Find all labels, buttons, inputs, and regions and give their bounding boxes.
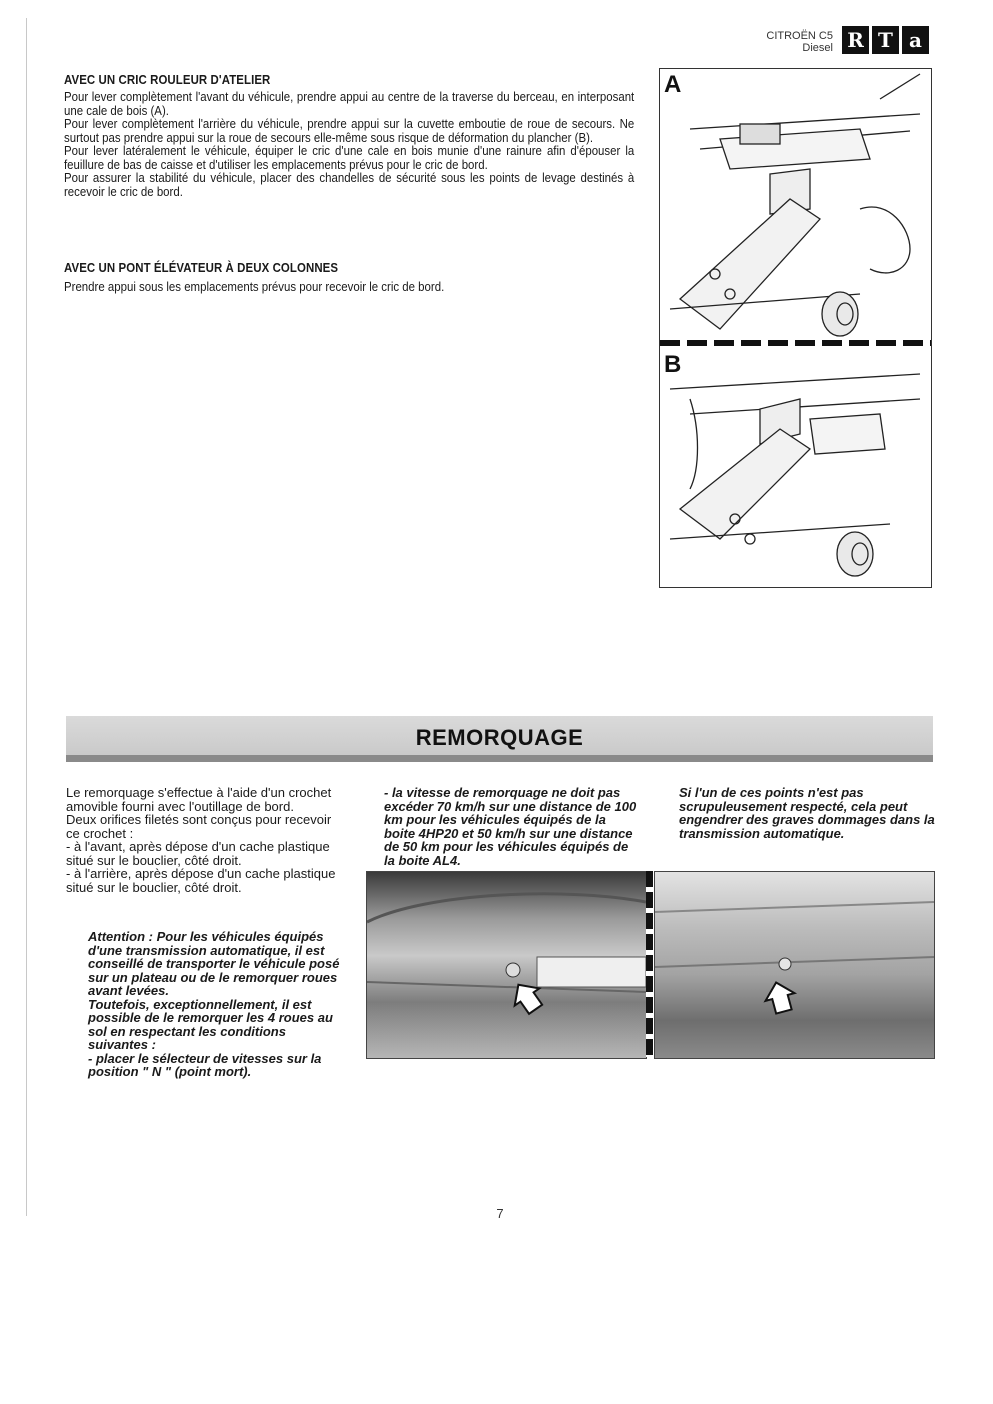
jack-illustration	[660, 69, 931, 587]
front-bumper-photo	[366, 871, 647, 1059]
rear-bumper-photo	[654, 871, 935, 1059]
photo-divider	[646, 871, 653, 1057]
section-title-pont: AVEC UN PONT ÉLÉVATEUR À DEUX COLONNES	[64, 260, 339, 275]
paragraph: Pour lever latéralement le véhicule, équiper le cric d'une cale en bois munie d'une rainure afin d'épouser la feuillure de bas de caisse et d'utiliser les emplacements prévus pour le cric de bord.	[64, 143, 635, 172]
paragraph: Pour lever complètement l'arrière du véhicule, prendre appui sur la cuvette emboutie de roue de secours. Ne surtout pas prendre appui sur la roue de secours elle-même sous risque de déformation du plancher (B).	[64, 116, 635, 145]
jack-rear-drawing	[670, 374, 920, 576]
towing-photos	[366, 871, 934, 1057]
banner-underline	[66, 755, 933, 762]
attention-note	[88, 930, 344, 1079]
jack-illustration-figure	[659, 68, 932, 588]
banner-title: REMORQUAGE	[415, 725, 584, 750]
rear-bumper-drawing	[655, 872, 934, 1058]
page-number: 7	[496, 1206, 504, 1221]
paragraph: Prendre appui sous les emplacements prévus pour recevoir le cric de bord.	[64, 279, 445, 294]
paragraph: Pour assurer la stabilité du véhicule, placer des chandelles de sécurité sous les points de levage destinés à recevoir le cric de bord.	[64, 170, 635, 199]
section-body-cric	[64, 90, 634, 198]
header-brand	[745, 30, 833, 54]
front-bumper-drawing	[367, 872, 646, 1058]
paragraph: Le remorquage s'effectue à l'aide d'un crochet amovible fourni avec l'outillage de bord.	[66, 785, 332, 814]
remorquage-column-3	[679, 786, 935, 840]
remorquage-column-1	[66, 786, 344, 894]
figure-divider	[660, 340, 931, 346]
logo-letter-r: R	[842, 26, 869, 54]
header-brand-model: CITROËN C5	[766, 30, 833, 42]
remorquage-column-2	[384, 786, 640, 867]
binding-margin-line	[26, 18, 27, 1216]
paragraph: Attention : Pour les véhicules équipés d'une transmission automatique, il est conseillé de transporter le véhicule posé sur un plateau ou de le remorquer roues avant levées.	[88, 929, 340, 998]
figure-label-a: A	[664, 71, 682, 98]
jack-front-drawing	[670, 74, 920, 336]
logo-letter-a: a	[902, 26, 929, 54]
paragraph: Toutefois, exceptionnellement, il est possible de le remorquer les 4 roues au sol en respectant les conditions suivantes :	[88, 996, 333, 1052]
paragraph: Pour lever complètement l'avant du véhicule, prendre appui au centre de la traverse du berceau, en interposant une cale de bois (A).	[64, 89, 635, 118]
logo-letter-t: T	[872, 26, 899, 54]
paragraph: - à l'arrière, après dépose d'un cache plastique situé sur le bouclier, côté droit.	[66, 866, 336, 895]
figure-label-b: B	[664, 351, 682, 378]
header-brand-engine: Diesel	[802, 42, 833, 54]
paragraph: - la vitesse de remorquage ne doit pas excéder 70 km/h sur une distance de 100 km pour les véhicules équipés de la boite 4HP20 et 50 km/h sur une distance de 50 km pour les véhicules équipés de la boite AL4.	[384, 785, 637, 868]
paragraph: - placer le sélecteur de vitesses sur la position " N " (point mort).	[88, 1050, 322, 1079]
paragraph: - à l'avant, après dépose d'un cache plastique situé sur le bouclier, côté droit.	[66, 839, 330, 868]
section-body-pont	[64, 280, 634, 294]
section-title-cric: AVEC UN CRIC ROULEUR D'ATELIER	[64, 72, 271, 87]
paragraph: Deux orifices filetés sont conçus pour recevoir ce crochet :	[66, 812, 332, 841]
rta-logo	[842, 26, 929, 54]
paragraph: Si l'un de ces points n'est pas scrupuleusement respecté, cela peut engendrer des graves dommages dans la transmission automatique.	[679, 785, 935, 841]
